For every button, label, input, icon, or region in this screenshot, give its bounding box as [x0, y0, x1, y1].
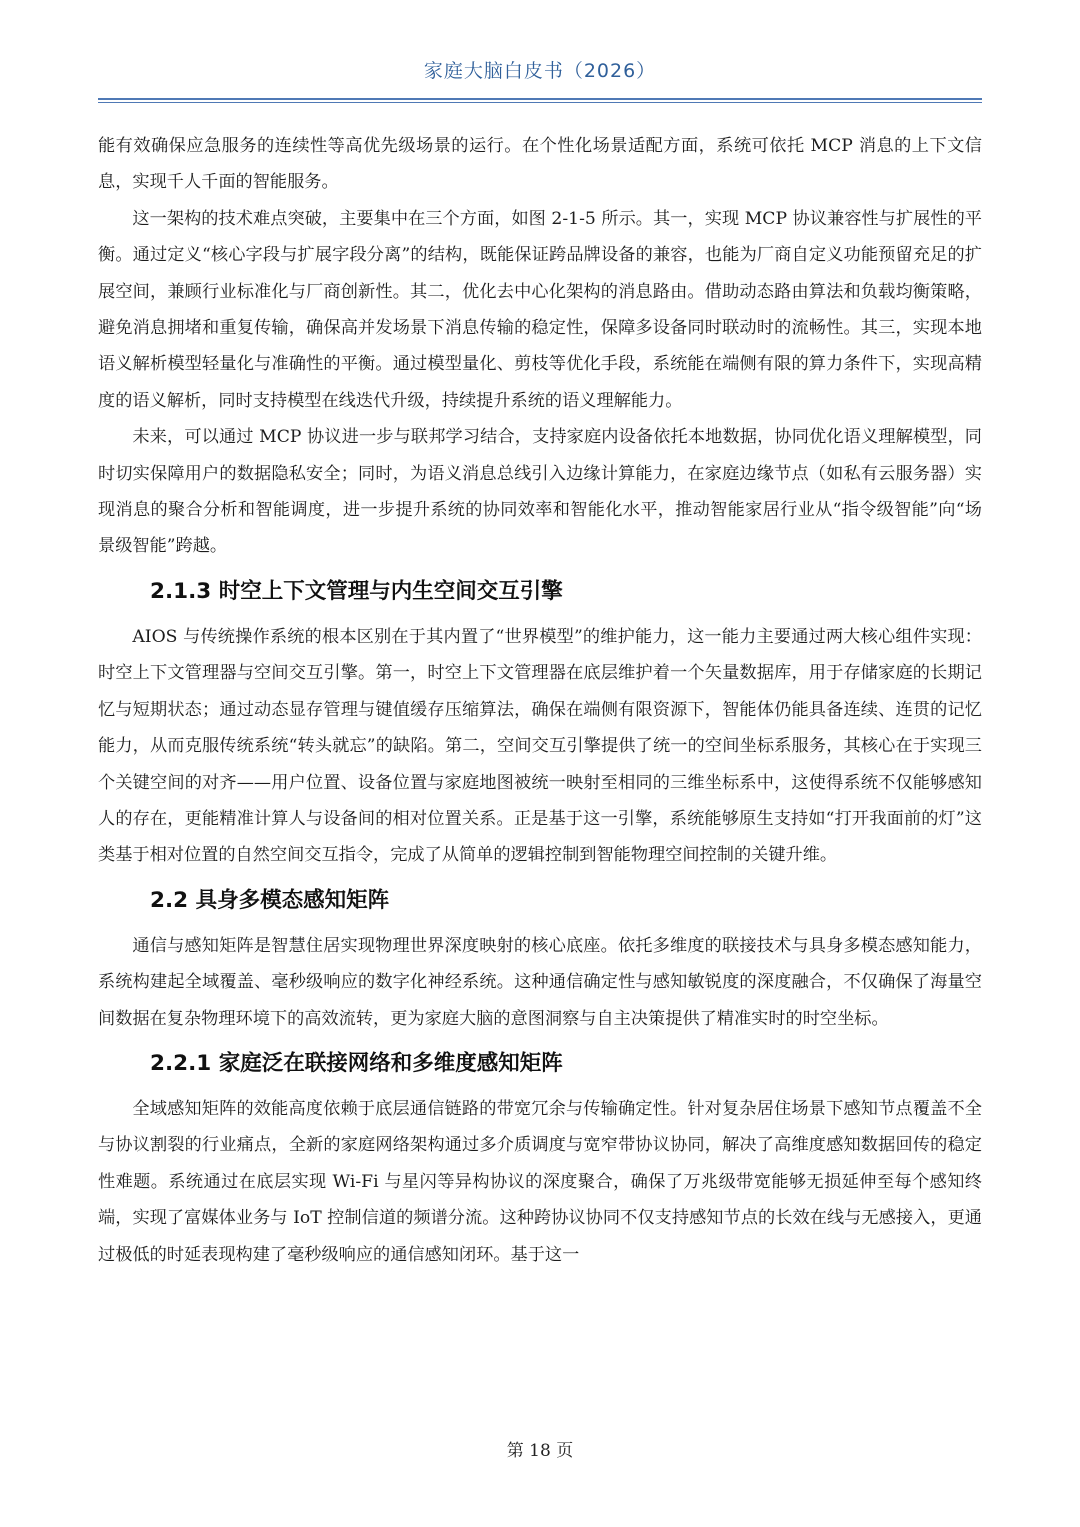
paragraph-future-outlook: 未来，可以通过 MCP 协议进一步与联邦学习结合，支持家庭内设备依托本地数据，协同优化语义理解模型，同时切实保障用户的数据隐私安全；同时，为语义消息总线引入边缘计算能力，在家庭边缘节点（如私有云服务器）实现消息的聚合分析和智能调度，进一步提升系统的协同效率和智能化水平，推动智能家居行业从“指令级智能”向“场景级智能”跨越。: [98, 427, 982, 557]
header-divider-thin: [98, 102, 982, 103]
paragraph-ubiquitous-network: 全域感知矩阵的效能高度依赖于底层通信链路的带宽冗余与传输确定性。针对复杂居住场景下感知节点覆盖不全与协议割裂的行业痛点，全新的家庭网络架构通过多介质调度与宽窄带协议协同，解决了高维度感知数据回传的稳定性难题。系统通过在底层实现 Wi-Fi 与星闪等异构协议的深度聚合，确保了万兆级带宽能够无损延伸至每个感知终端，实现了富媒体业务与 IoT 控制信道的频谱分流。这种跨协议协同不仅支持感知节点的长效在线与无感接入，更通过极低的时延表现构建了毫秒级响应的通信感知闭环。基于这一: [98, 1098, 982, 1265]
paragraph-sensing-matrix: 通信与感知矩阵是智慧住居实现物理世界深度映射的核心底座。依托多维度的联接技术与具身多模态感知能力，系统构建起全域覆盖、毫秒级响应的数字化神经系统。这种通信确定性与感知敏锐度的深度融合，不仅确保了海量空间数据在复杂物理环境下的高效流转，更为家庭大脑的意图洞察与自主决策提供了精准实时的时空坐标。: [98, 935, 982, 1029]
page-number: 第 18 页: [506, 1441, 574, 1461]
page-content: [98, 128, 982, 1273]
section-heading-2-2: 2.2 具身多模态感知矩阵: [150, 887, 390, 913]
paragraph-continuation: 能有效确保应急服务的连续性等高优先级场景的运行。在个性化场景适配方面，系统可依托 MCP 消息的上下文信息，实现千人千面的智能服务。: [98, 136, 982, 193]
paragraph-aios-world-model: AIOS 与传统操作系统的根本区别在于其内置了“世界模型”的维护能力，这一能力主要通过两大核心组件实现：时空上下文管理器与空间交互引擎。第一，时空上下文管理器在底层维护着一个矢量数据库，用于存储家庭的长期记忆与短期状态；通过动态显存管理与键值缓存压缩算法，确保在端侧有限资源下，智能体仍能具备连续、连贯的记忆能力，从而克服传统系统“转头就忘”的缺陷。第二，空间交互引擎提供了统一的空间坐标系服务，其核心在于实现三个关键空间的对齐——用户位置、设备位置与家庭地图被统一映射至相同的三维坐标系中，这使得系统不仅能够感知人的存在，更能精准计算人与设备间的相对位置关系。正是基于这一引擎，系统能够原生支持如“打开我面前的灯”这类基于相对位置的自然空间交互指令，完成了从简单的逻辑控制到智能物理空间控制的关键升维。: [98, 626, 982, 866]
header-divider: [98, 98, 982, 100]
page-header-title: 家庭大脑白皮书（2026）: [423, 60, 657, 82]
section-heading-2-1-3: 2.1.3 时空上下文管理与内生空间交互引擎: [150, 578, 563, 604]
section-heading-2-2-1: 2.2.1 家庭泛在联接网络和多维度感知矩阵: [150, 1050, 563, 1076]
paragraph-technical-challenges: 这一架构的技术难点突破，主要集中在三个方面，如图 2-1-5 所示。其一，实现 MCP 协议兼容性与扩展性的平衡。通过定义“核心字段与扩展字段分离”的结构，既能保证跨品牌设备的兼容，也能为厂商自定义功能预留充足的扩展空间，兼顾行业标准化与厂商创新性。其二，优化去中心化架构的消息路由。借助动态路由算法和负载均衡策略，避免消息拥堵和重复传输，确保高并发场景下消息传输的稳定性，保障多设备同时联动时的流畅性。其三，实现本地语义解析模型轻量化与准确性的平衡。通过模型量化、剪枝等优化手段，系统能在端侧有限的算力条件下，实现高精度的语义解析，同时支持模型在线迭代升级，持续提升系统的语义理解能力。: [98, 208, 982, 411]
